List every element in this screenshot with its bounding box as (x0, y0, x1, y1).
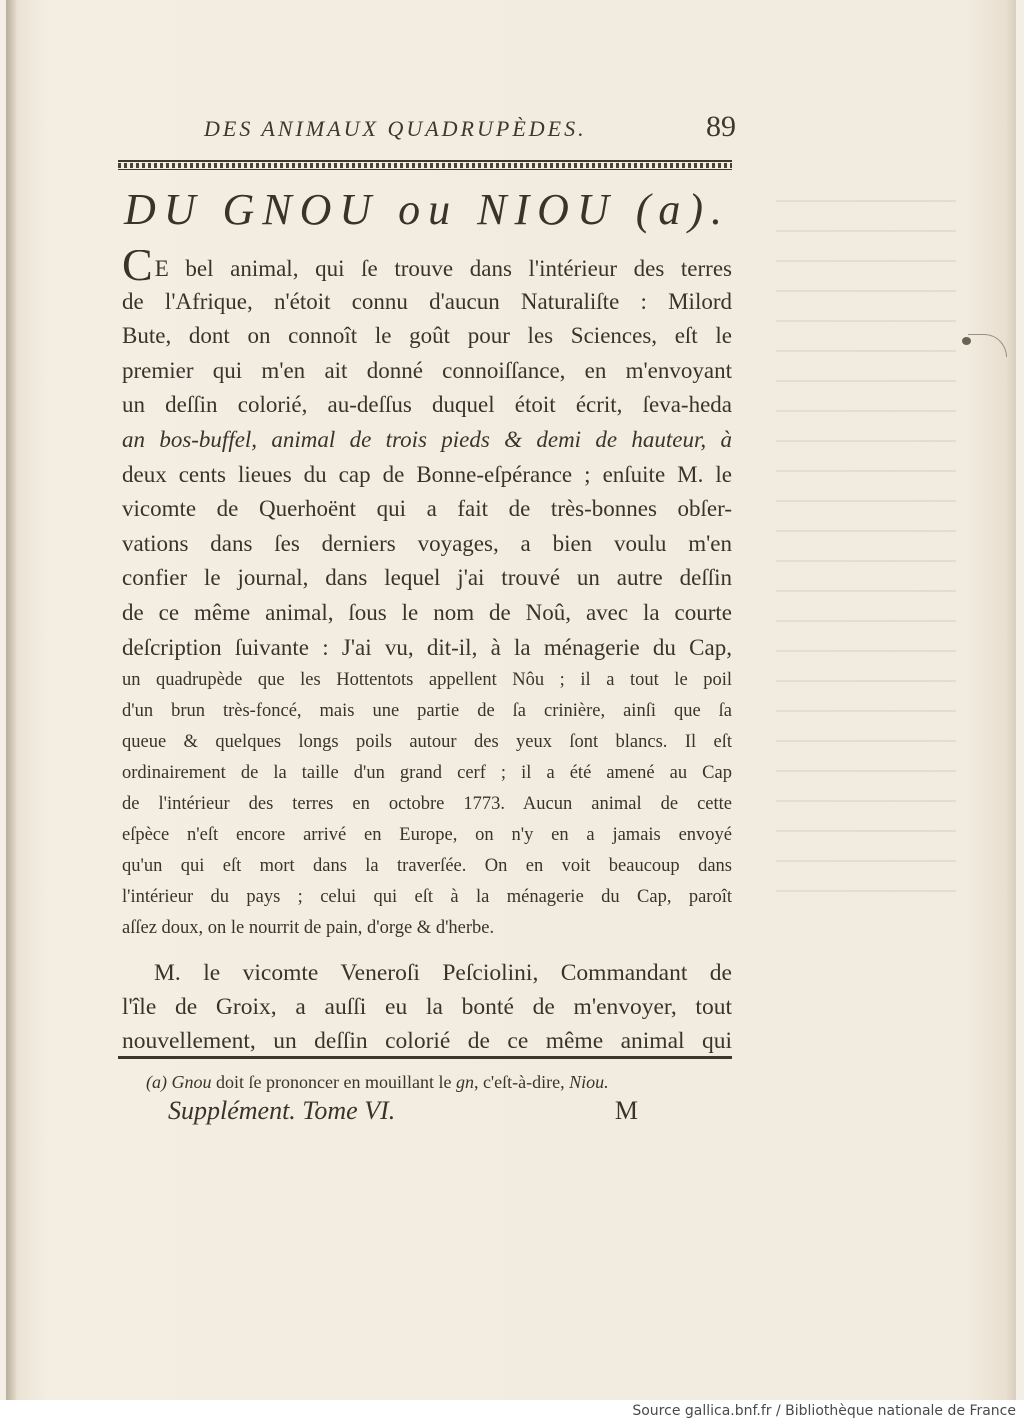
text-line-content: E bel animal, qui ſe trouve dans l'intérieur des terres (154, 256, 732, 281)
ornamental-rule (118, 160, 732, 170)
text-line: premier qui m'en ait donné connoiſſance, en m'envoyant (122, 357, 732, 383)
text-line: an bos-buffel, animal de trois pieds & demi de hauteur, à (122, 426, 732, 452)
text-line: de ce même animal, ſous le nom de Noû, avec la courte (122, 599, 732, 625)
gathering-mark: M (614, 1096, 638, 1125)
text-line: ordinairement de la taille d'un grand cerf ; il a été amené au Cap (122, 763, 732, 784)
page-number: 89 (706, 110, 736, 143)
source-bar (0, 1400, 1024, 1425)
text-line: vations dans ſes derniers voyages, a bien voulu m'en (122, 530, 732, 556)
body-text (122, 250, 732, 1058)
footnote-rest: , c'eſt-à-dire, (473, 1072, 565, 1092)
text-line: nouvellement, un deſſin colorié de ce même animal qui (122, 1028, 732, 1055)
text-line: qu'un qui eſt mort dans la traverſée. On en voit beaucoup dans (122, 856, 732, 877)
page-binding-shadow (6, 0, 16, 1400)
footnote-niou: Niou. (569, 1072, 609, 1092)
text-line: M. le vicomte Veneroſi Peſciolini, Commandant de (154, 960, 732, 987)
text-line: l'intérieur du pays ; celui qui eſt à la ménagerie du Cap, paroît (122, 887, 732, 908)
footnote-text: doit ſe prononcer en mouillant le (216, 1072, 452, 1092)
text-line: confier le journal, dans lequel j'ai trouvé un autre deſſin (122, 565, 732, 591)
signature-line (168, 1096, 638, 1132)
footnote-gn: gn (455, 1072, 474, 1092)
running-head-title: DES ANIMAUX QUADRUPÈDES. (204, 116, 587, 141)
text-line: l'île de Groix, a auſſi eu la bonté de m'envoyer, tout (122, 994, 732, 1021)
text-line: queue & quelques longs poils autour des yeux ſont blancs. Il eſt (122, 732, 732, 753)
text-line: un quadrupède que les Hottentots appellent Nôu ; il a tout le poil (122, 670, 732, 691)
chapter-title: DU GNOU ou NIOU (a). (123, 185, 731, 234)
text-line: vicomte de Querhoënt qui a fait de très-bonnes obſer- (122, 496, 732, 522)
text-line: Bute, dont on connoît le goût pour les Sciences, eſt le (122, 323, 732, 349)
footnote-rule (118, 1056, 732, 1059)
paragraph-1 (122, 250, 732, 944)
text-line: d'un brun très-foncé, mais une partie de ſa crinière, ainſi que ſa (122, 701, 732, 722)
volume-signature: Supplément. Tome VI. (168, 1096, 396, 1125)
drop-cap: C (122, 250, 153, 285)
source-credit: Source gallica.bnf.fr / Bibliothèque nationale de France (632, 1403, 1016, 1419)
footnote-marker: (a) (146, 1072, 167, 1092)
paragraph-2 (122, 956, 732, 1058)
text-line: deſcription ſuivante : J'ai vu, dit-il, à la ménagerie du Cap, (122, 634, 732, 660)
running-head (118, 110, 736, 150)
text-line: eſpèce n'eſt encore arrivé en Europe, on n'y en a jamais envoyé (122, 825, 732, 846)
text-line: deux cents lieues du cap de Bonne-eſpérance ; enſuite M. le (122, 461, 732, 487)
footnote-word: Gnou (171, 1072, 212, 1092)
footnote (146, 1072, 736, 1093)
text-line: un deſſin colorié, au-deſſus duquel étoit écrit, ſeva-heda (122, 392, 732, 418)
text-line (122, 250, 732, 285)
text-line: aſſez doux, on le nourrit de pain, d'orge & d'herbe. (122, 918, 495, 939)
text-line: de l'Afrique, n'étoit connu d'aucun Naturaliſte : Milord (122, 288, 732, 314)
text-line: de l'intérieur des terres en octobre 1773. Aucun animal de cette (122, 794, 732, 815)
ink-bleed-through (776, 200, 956, 900)
